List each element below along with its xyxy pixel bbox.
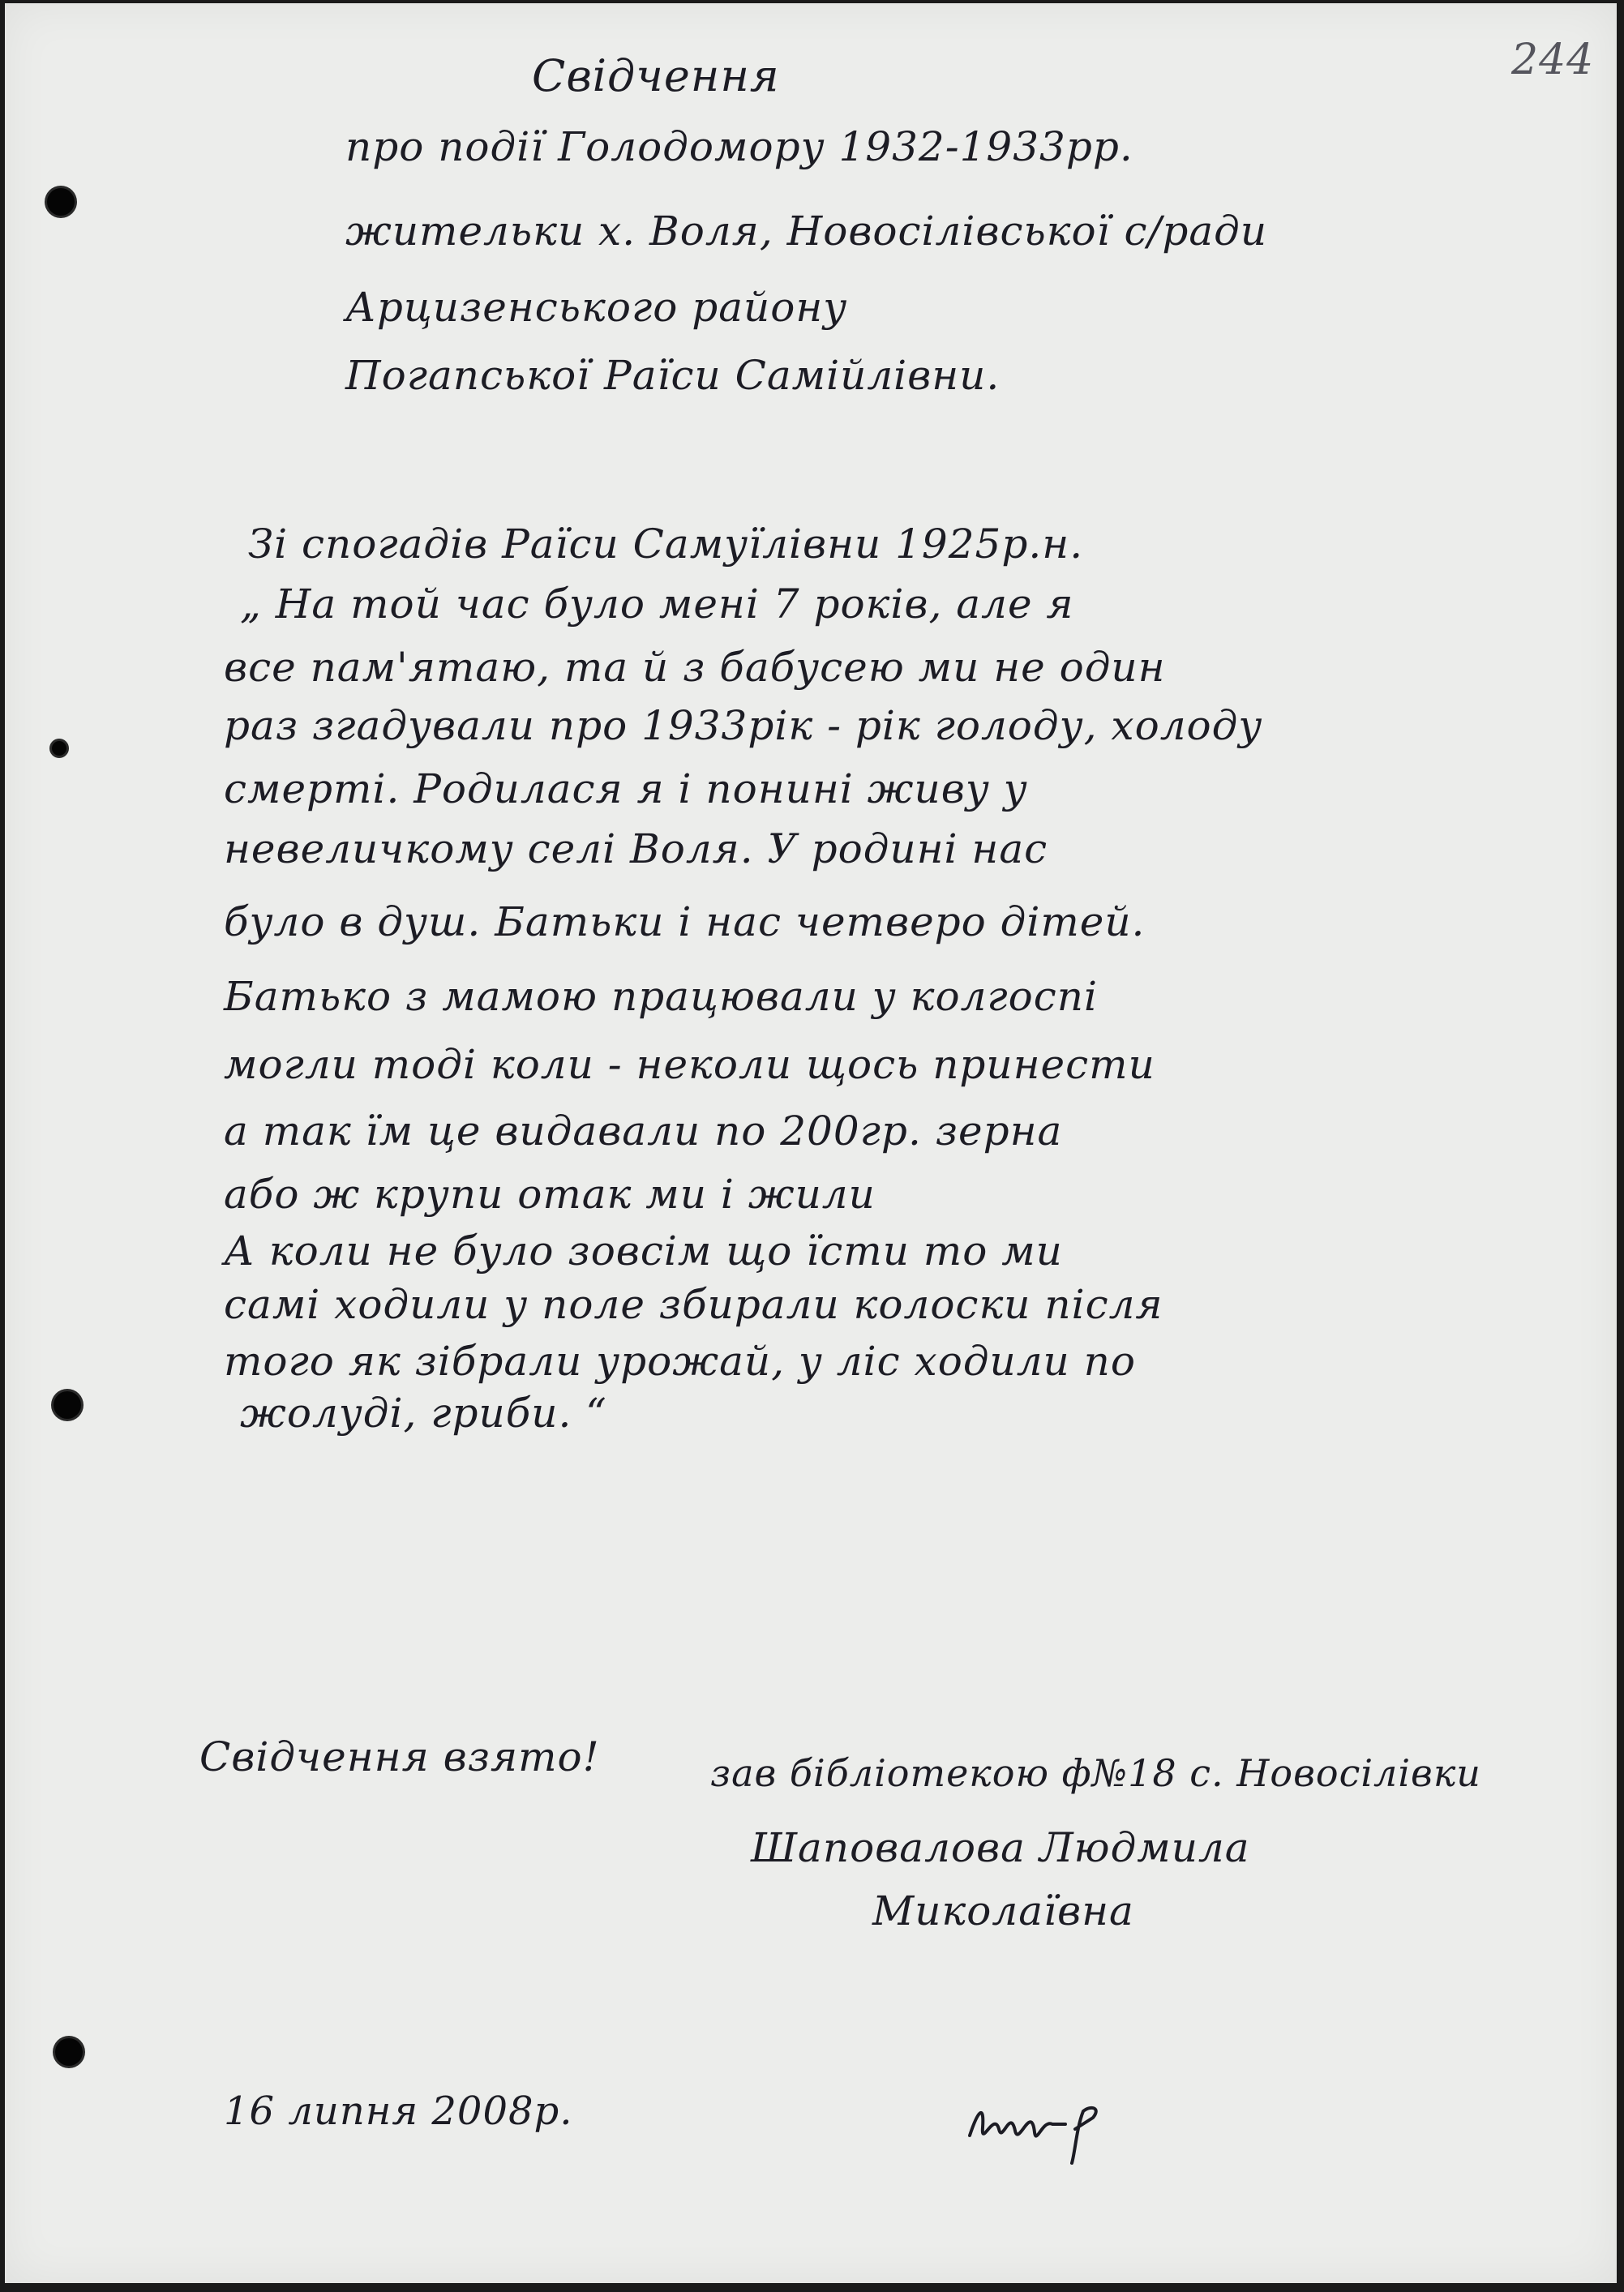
punch-hole-2 bbox=[52, 741, 66, 756]
header-line: про події Голодомору 1932-1933рр. bbox=[345, 123, 1133, 170]
body-line: Батько з мамою працювали у колгоспі bbox=[224, 973, 1098, 1020]
body-line: А коли не було зовсім що їсти то ми bbox=[224, 1227, 1063, 1275]
body-line: того як зібрали урожай, у ліс ходили по bbox=[224, 1338, 1136, 1385]
body-line: жолуді, гриби. “ bbox=[240, 1390, 607, 1437]
taken-by-name: Шаповалова Людмила bbox=[751, 1824, 1250, 1871]
body-line: могли тоді коли - неколи щось принести bbox=[224, 1041, 1155, 1088]
document-date: 16 липня 2008р. bbox=[224, 2089, 573, 2134]
body-line: невеличкому селі Воля. У родині нас bbox=[224, 825, 1048, 872]
body-line: а так їм це видавали по 200гр. зерна bbox=[224, 1107, 1063, 1155]
page-number: 244 bbox=[1511, 36, 1595, 84]
body-line: все пам'ятаю, та й з бабусею ми не один bbox=[224, 644, 1166, 691]
body-line: смерті. Родилася я і понині живу у bbox=[224, 765, 1028, 812]
taken-by-patronymic: Миколаївна bbox=[872, 1887, 1134, 1934]
punch-hole-4 bbox=[55, 2038, 83, 2066]
taken-label: Свідчення взято! bbox=[199, 1733, 600, 1780]
body-line: „ На той час було мені 7 років, але я bbox=[240, 580, 1074, 628]
header-line: жительки х. Воля, Новосілівської с/ради bbox=[345, 208, 1268, 255]
body-line: або ж крупи отак ми і жили bbox=[224, 1171, 876, 1218]
body-line: було в душ. Батьки і нас четверо дітей. bbox=[224, 898, 1146, 945]
header-line: Погапської Раїси Самійлівни. bbox=[345, 352, 1001, 399]
document-sheet bbox=[5, 3, 1617, 2283]
punch-hole-1 bbox=[47, 188, 75, 216]
header-title: Свідчення bbox=[532, 50, 780, 101]
taken-by-line: зав бібліотекою ф№18 с. Новосілівки bbox=[710, 1751, 1481, 1795]
signature-drawing bbox=[962, 2079, 1140, 2168]
body-line: Зі спогадів Раїси Самуїлівни 1925р.н. bbox=[248, 521, 1084, 568]
body-line: самі ходили у поле збирали колоски після bbox=[224, 1281, 1163, 1328]
header-line: Арцизенського району bbox=[345, 284, 848, 331]
signature bbox=[962, 2079, 1140, 2168]
punch-hole-3 bbox=[54, 1391, 81, 1419]
body-line: раз згадували про 1933рік - рік голоду, холоду bbox=[224, 702, 1263, 749]
